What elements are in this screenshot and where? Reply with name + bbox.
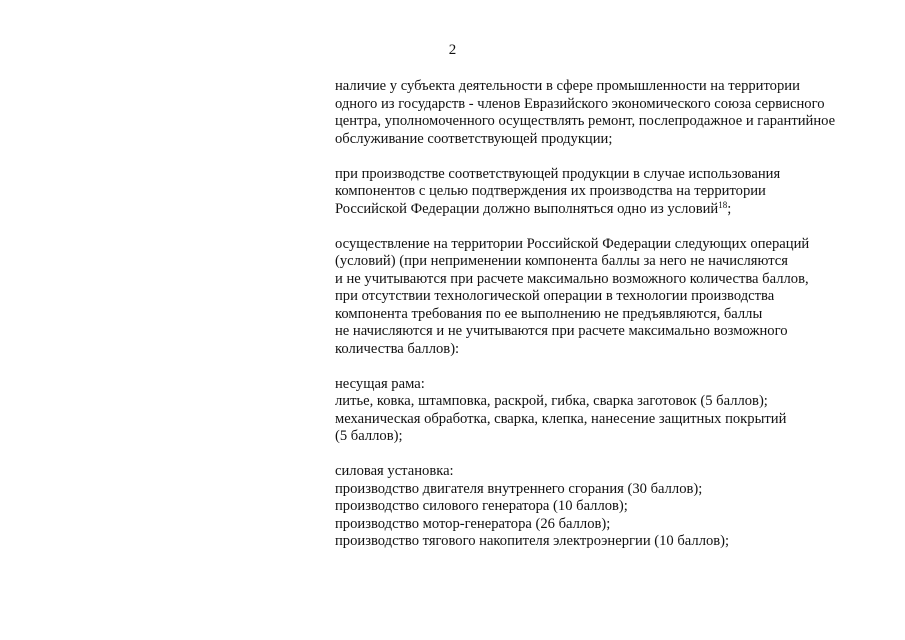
text-line: производство силового генератора (10 баллов); xyxy=(335,498,628,514)
text-fragment: Российской Федерации должно выполняться одно из условий xyxy=(335,200,719,217)
text-line: производство тягового накопителя электроэнергии (10 баллов); xyxy=(335,533,730,549)
text-line: количества баллов): xyxy=(335,340,460,357)
paragraph-gap xyxy=(335,218,875,236)
text-line: обслуживание соответствующей продукции; xyxy=(335,130,613,147)
text-line: производство двигателя внутреннего сгорания (30 баллов); xyxy=(335,480,703,497)
section-heading: силовая установка: xyxy=(335,463,454,479)
document-body xyxy=(335,78,875,551)
text-line: литье, ковка, штамповка, раскрой, гибка, сварка заготовок (5 баллов); xyxy=(335,393,768,409)
text-line: (5 баллов); xyxy=(335,428,403,444)
text-line: при производстве соответствующей продукции в случае использования xyxy=(335,165,781,182)
text-line: (условий) (при неприменении компонента баллы за него не начисляются xyxy=(335,253,788,269)
paragraph-power-unit xyxy=(335,463,875,551)
text-line: не начисляются и не учитываются при расчете максимально возможного xyxy=(335,323,788,339)
paragraph-components-condition xyxy=(335,166,875,219)
text-line: центра, уполномоченного осуществлять ремонт, послепродажное и гарантийное xyxy=(335,113,836,129)
paragraph-bearing-frame xyxy=(335,376,875,446)
paragraph-operations xyxy=(335,236,875,359)
text-line: при отсутствии технологической операции в технологии производства xyxy=(335,288,775,304)
text-line-with-footnote xyxy=(335,201,875,219)
text-line: осуществление на территории Российской Федерации следующих операций xyxy=(335,235,810,252)
paragraph-gap xyxy=(335,148,875,166)
text-line: компонентов с целью подтверждения их производства на территории xyxy=(335,183,766,199)
text-fragment: ; xyxy=(727,200,732,217)
text-line: производство мотор-генератора (26 баллов); xyxy=(335,515,611,532)
page-number: 2 xyxy=(448,42,457,58)
text-line: и не учитываются при расчете максимально возможного количества баллов, xyxy=(335,270,809,287)
section-heading: несущая рама: xyxy=(335,375,425,392)
text-line: наличие у субъекта деятельности в сфере промышленности на территории xyxy=(335,78,800,94)
paragraph-gap xyxy=(335,358,875,376)
text-line: одного из государств - членов Евразийского экономического союза сервисного xyxy=(335,95,825,112)
text-line: компонента требования по ее выполнению не предъявляются, баллы xyxy=(335,305,763,322)
paragraph-gap xyxy=(335,446,875,464)
text-line: механическая обработка, сварка, клепка, нанесение защитных покрытий xyxy=(335,410,787,427)
paragraph-service-center xyxy=(335,78,875,148)
footnote-reference[interactable]: 18 xyxy=(718,199,728,210)
